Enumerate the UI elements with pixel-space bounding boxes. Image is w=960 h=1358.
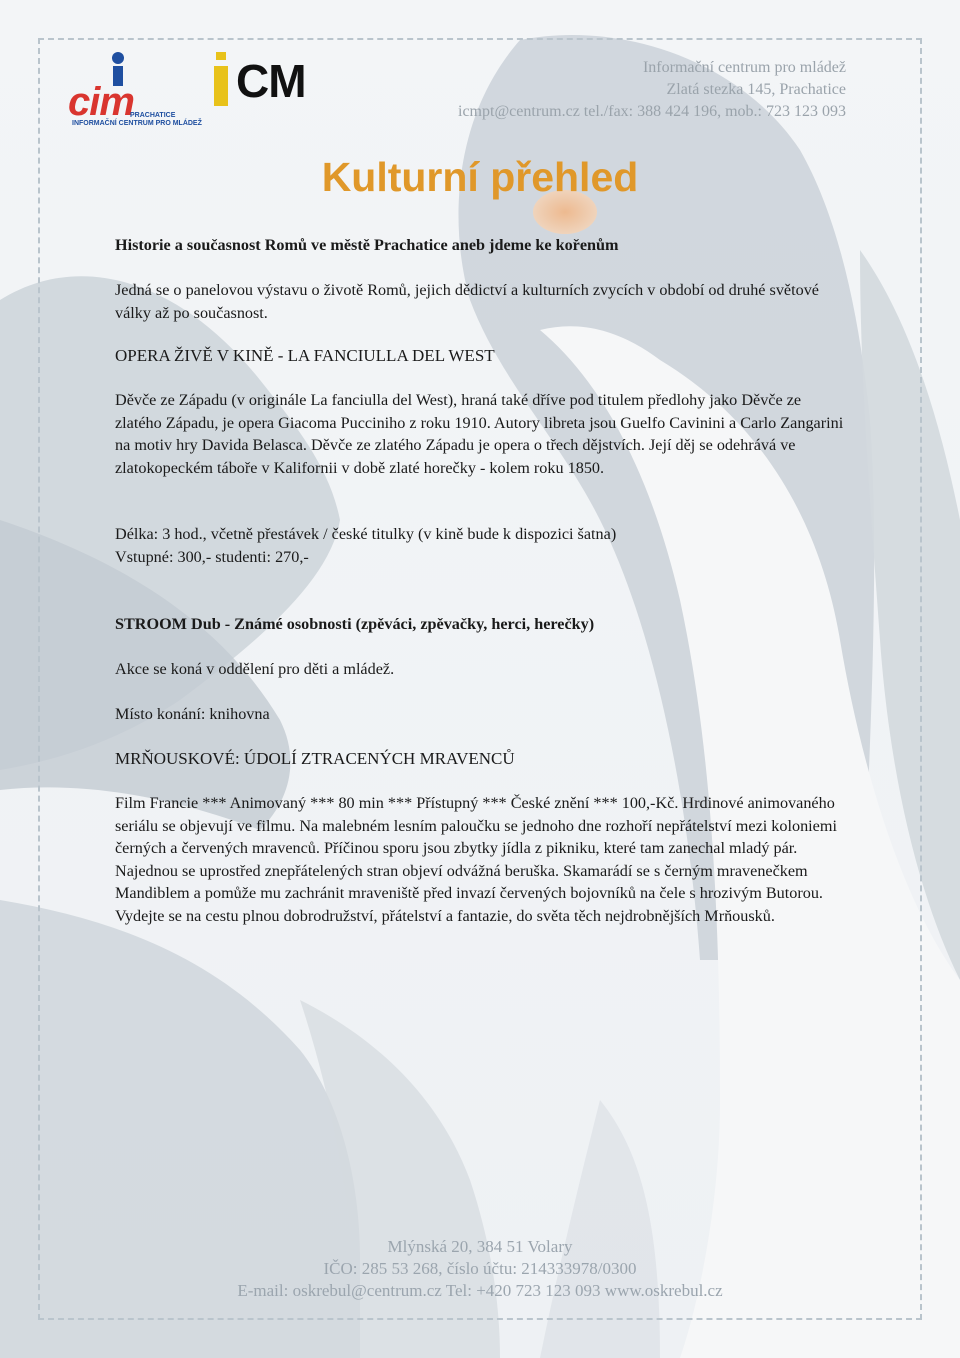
section-body: Jedná se o panelovou výstavu o životě Romů, jejich dědictví a kulturních zvycích v období od druhé světové války až po současnost. — [115, 281, 819, 322]
section-heading: Historie a současnost Romů ve městě Prachatice aneb jdeme ke kořenům — [115, 236, 619, 254]
section-film-heading-wrap — [115, 748, 850, 771]
opera-price: Vstupné: 300,- studenti: 270,- — [115, 547, 309, 566]
section-body-film: Film Francie *** Animovaný *** 80 min *** Přístupný *** České znění *** 100,-Kč. Hrdinové animovaného seriálu se objevují ve filmu. Na malebném lesním paloučku se jednoho dne rozhoří nepřátelství mezi koloniemi černých a červených mravenců. Příčinou sporu jsou zbytky jídla z pikniku, které tam zanechal mladý pár. Najednou se uprostřed znepřátelených stran objeví odvážná beruška. Skamarádí se s černým mravenečkem Mandiblem a pomůže mu zachránit mraveniště před invazí červených bojovníků na čele s hrozivým Butorou. Vydejte se na cestu plnou dobrodružství, přátelství a fantazie, do světa těch nejdrobnějších Mrňousků. — [115, 794, 837, 925]
cim-logo — [68, 52, 202, 128]
header-contact — [458, 57, 846, 123]
section-heading-film: MRŇOUSKOVÉ: ÚDOLÍ ZTRACENÝCH MRAVENCŮ — [115, 749, 515, 768]
section-body-stroom: Akce se koná v oddělení pro děti a mládež. — [115, 660, 395, 678]
section-roma-exhibition — [115, 234, 850, 257]
header-org-name: Informační centrum pro mládež — [642, 59, 846, 76]
section-stroom-heading-wrap — [115, 613, 850, 636]
section-heading-stroom: STROOM Dub - Známé osobnosti (zpěváci, zpěvačky, herci, herečky) — [115, 615, 595, 633]
footer-contact — [0, 1236, 960, 1302]
section-body-wrap — [115, 279, 850, 324]
section-opera-body-wrap — [115, 389, 850, 479]
section-stroom-body-wrap — [115, 658, 850, 681]
page-title: Kulturní přehled — [321, 154, 639, 200]
opera-length: Délka: 3 hod., včetně přestávek / české titulky (v kině bude k dispozici šatna) — [115, 525, 617, 543]
icm-logo-text: CM — [236, 55, 306, 107]
i-letter-icon — [210, 52, 234, 108]
cim-logo-tagline: INFORMAČNÍ CENTRUM PRO MLÁDEŽ — [72, 120, 202, 127]
section-opera-info-wrap — [115, 523, 850, 568]
section-film-body-wrap — [115, 792, 850, 927]
header-address: Zlatá stezka 145, Prachatice — [666, 81, 846, 98]
section-body-opera: Děvče ze Západu (v originále La fanciulla del West), hraná také dříve pod titulem předlohy jako Děvče ze zlatého Západu, je opera Giacoma Pucciniho z roku 1910. Autory libreta jsou Guelfo Cavinini a Carlo Zangarini na motiv hry Davida Belasca. Děvče ze zlatého Západu je opera o třech dějstvích. Její děj se odehrává ve zlatokopeckém táboře v Kalifornii v době zlaté horečky - kolem roku 1850. — [115, 391, 844, 477]
footer-ico: IČO: 285 53 268, číslo účtu: 214333978/0300 — [323, 1259, 637, 1278]
footer-email-phone: E-mail: oskrebul@centrum.cz Tel: +420 723 123 093 www.oskrebul.cz — [237, 1281, 723, 1300]
header-contacts: icmpt@centrum.cz tel./fax: 388 424 196, mob.: 723 123 093 — [458, 103, 846, 120]
cim-logo-subtitle: PRACHATICE — [130, 112, 176, 119]
icm-logo — [210, 52, 330, 110]
footer-address: Mlýnská 20, 384 51 Volary — [387, 1237, 573, 1256]
section-stroom-place-wrap — [115, 703, 850, 726]
section-heading-opera: OPERA ŽIVĚ V KINĚ - LA FANCIULLA DEL WEST — [115, 346, 495, 365]
stroom-place: Místo konání: knihovna — [115, 705, 270, 723]
section-opera-heading-wrap — [115, 345, 850, 368]
cim-logo-text: cim — [68, 80, 134, 124]
